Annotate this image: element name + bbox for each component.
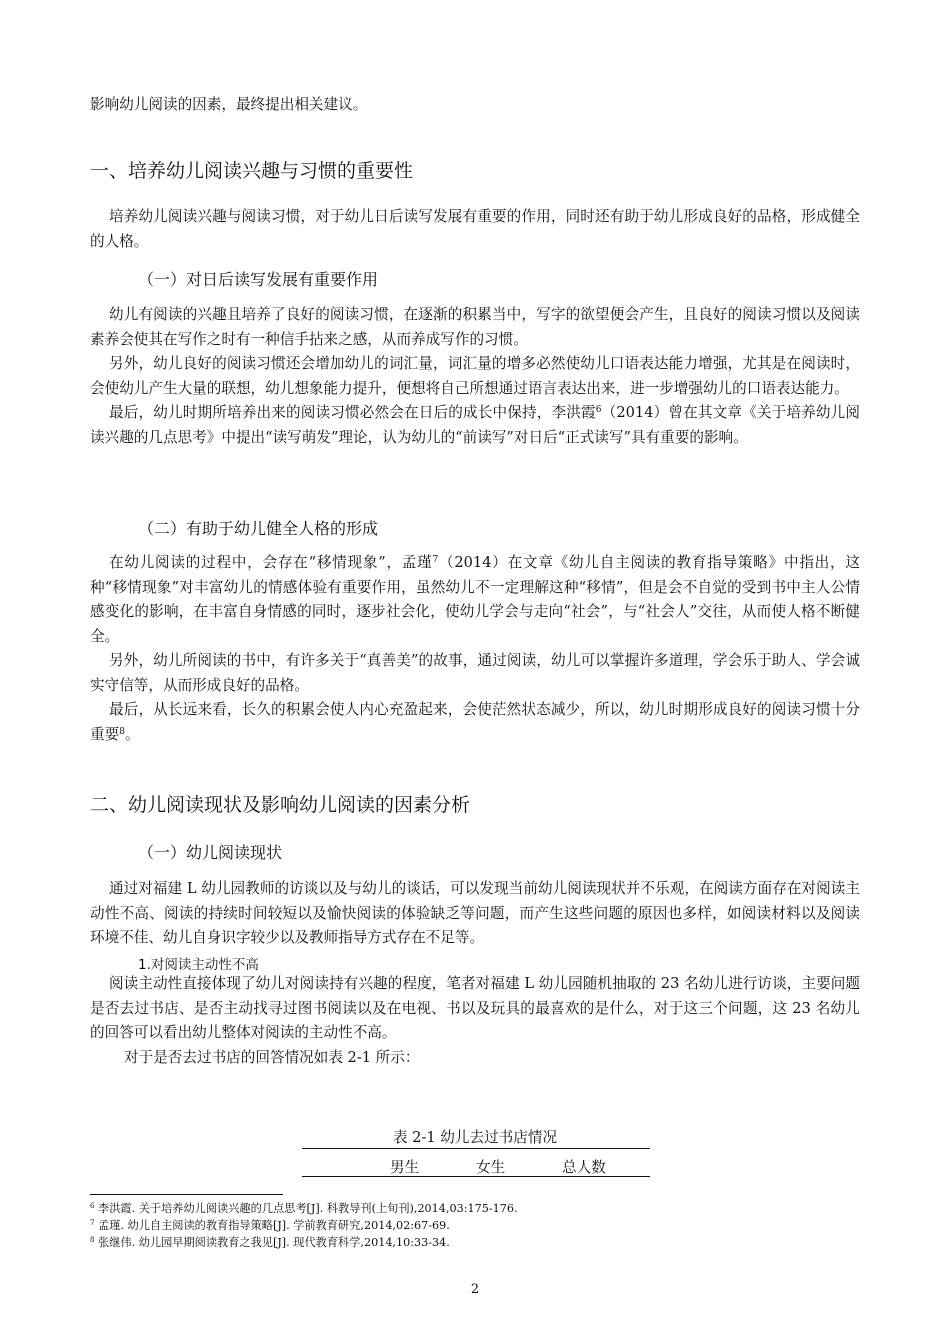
section1-sub2-body (90, 551, 860, 747)
table-header-female: 女生 (476, 1159, 506, 1176)
section1-paragraph: 培养幼儿阅读兴趣与阅读习惯，对于幼儿日后读写发展有重要的作用，同时还有助于幼儿形成良好的品格，形成健全的人格。 (90, 208, 860, 250)
paragraph: 另外，幼儿所阅读的书中，有许多关于“真善美”的故事，通过阅读，幼儿可以掌握许多道理，学会乐于助人、学会诚实守信等，从而形成良好的品格。 (90, 652, 860, 694)
footnote-6: $^6$ 李洪霞. 关于培养幼儿阅读兴趣的几点思考[J]. 科教导刊(上旬刊),2014,03:175-176. (90, 1202, 518, 1215)
footnote-ref: 8 (119, 726, 125, 737)
paragraph: 另外，幼儿良好的阅读习惯还会增加幼儿的词汇量，词汇量的增多必然使幼儿口语表达能力增强，尤其是在阅读时，会使幼儿产生大量的联想，幼儿想象能力提升，便想将自己所想通过语言表达出来，进一步增强幼儿的口语表达能力。 (90, 355, 860, 397)
section1-sub1-heading: （一）对日后读写发展有重要作用 (138, 270, 379, 289)
section1-sub1-body (90, 303, 860, 450)
footnote-7: $^7$ 孟瑾. 幼儿自主阅读的教育指导策略[J]. 学前教育研究,2014,02:67-69. (90, 1219, 450, 1232)
paragraph: 最后，幼儿时期所培养出来的阅读习惯必然会在日后的成长中保持，李洪霞$^6$（2014）曾在其文章《关于培养幼儿阅读兴趣的几点思考》中提出“读写萌发”理论，认为幼儿的“前读写”对日后“正式读写”具有重要的影响。 (90, 404, 860, 446)
section2-sub1-paragraph: 通过对福建 L 幼儿园教师的访谈以及与幼儿的谈话，可以发现当前幼儿阅读现状并不乐观，在阅读方面存在对阅读主动性不高、阅读的持续时间较短以及愉快阅读的体验缺乏等问题，而产生这些问题的原因也多样，如阅读材料以及阅读环境不佳、幼儿自身识字较少以及教师指导方式存在不足等。 (90, 880, 860, 946)
footnote-8: $^8$ 张继伟. 幼儿园早期阅读教育之我见[J]. 现代教育科学,2014,10:33-34. (90, 1236, 450, 1249)
footnote-ref: 7 (432, 555, 439, 565)
section1-heading: 一、培养幼儿阅读兴趣与习惯的重要性 (90, 160, 414, 182)
intro-tail: 影响幼儿阅读的因素，最终提出相关建议。 (90, 96, 368, 113)
paragraph: 幼儿有阅读的兴趣且培养了良好的阅读习惯，在逐渐的积累当中，写字的欲望便会产生，且良好的阅读习惯以及阅读素养会使其在写作之时有一种信手拈来之感，从而养成写作的习惯。 (90, 306, 860, 348)
item1-paragraph: 阅读主动性直接体现了幼儿对阅读持有兴趣的程度，笔者对福建 L 幼儿园随机抽取的 23 名幼儿进行访谈，主要问题是否去过书店、是否主动找寻过图书阅读以及在电视、书以及玩具的最喜欢的是什么，对于这三个问题，这 23 名幼儿的回答可以看出幼儿整体对阅读的主动性不高。 (90, 975, 860, 1041)
paragraph: 在幼儿阅读的过程中，会存在“移情现象”，孟瑾$^7$（2014）在文章《幼儿自主阅读的教育指导策略》中指出，这种“移情现象”对丰富幼儿的情感体验有重要作用，虽然幼儿不一定理解这种“移情”，但是会不自觉的受到书中主人公情感变化的影响，在丰富自身情感的同时，逐步社会化，使幼儿学会与走向“社会”，与“社会人”交往，从而使人格不断健全。 (90, 554, 860, 645)
document-page (90, 0, 860, 1344)
page-number: 2 (470, 1282, 480, 1297)
table-top-rule (302, 1148, 650, 1149)
table-header-rule (302, 1176, 650, 1177)
table-header-male: 男生 (390, 1159, 420, 1176)
item1-paragraph-2: 对于是否去过书店的回答情况如表 2-1 所示： (124, 1049, 420, 1066)
item1-heading: 1.对阅读主动性不高 (138, 957, 259, 973)
section2-heading: 二、幼儿阅读现状及影响幼儿阅读的因素分析 (90, 794, 471, 816)
footnote-ref: 6 (595, 405, 602, 415)
table-caption: 表 2-1 幼儿去过书店情况 (392, 1129, 558, 1146)
table-header-total: 总人数 (562, 1159, 606, 1176)
paragraph: 最后，从长远来看，长久的积累会使人内心充盈起来，会使茫然状态减少，所以，幼儿时期形成良好的阅读习惯十分重要$^8$。 (90, 701, 860, 743)
section2-sub1-heading: （一）幼儿阅读现状 (138, 843, 283, 862)
section1-sub2-heading: （二）有助于幼儿健全人格的形成 (138, 519, 379, 538)
footnote-separator (90, 1194, 283, 1195)
